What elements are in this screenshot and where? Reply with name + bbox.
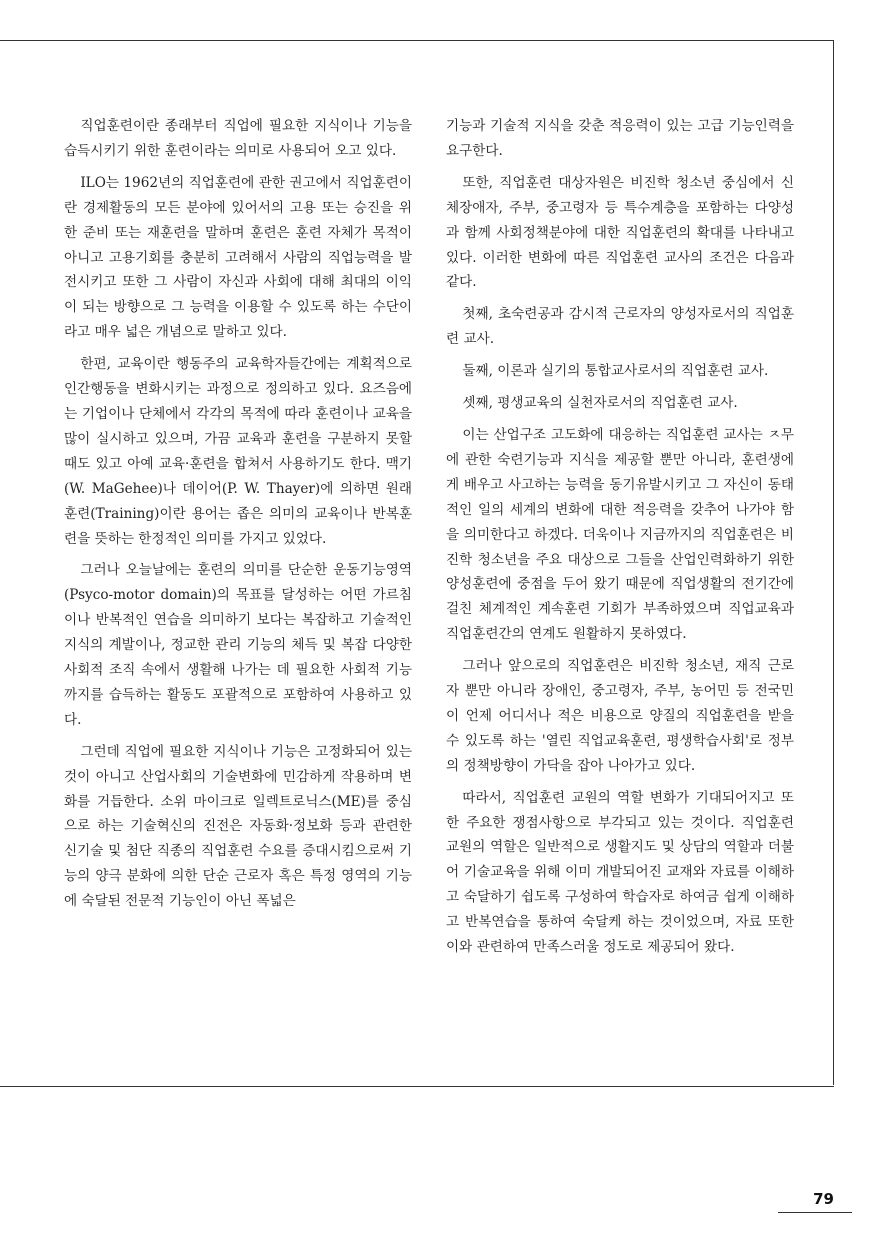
top-border-rule [0, 40, 834, 41]
page-number: 79 [813, 1190, 834, 1208]
paragraph: 이는 산업구조 고도화에 대응하는 직업훈련 교사는 ㅈ무에 관한 숙련기능과 지식을 제공할 뿐만 아니라, 훈련생에게 배우고 사고하는 능력을 동기유발시키고 그 자신이 동태적인 일의 세계의 변화에 대한 적응력을 갖추어 나가야 함을 의미한다고 하겠다. 더욱이나 지금까지의 직업훈련은 비진학 청소년을 주요 대상으로 그들을 산업인력화하기 위한 양성훈련에 중점을 두어 왔기 때문에 직업생활의 전기간에 걸친 체계적인 계속훈련 기회가 부족하였으며 직업교육과 직업훈련간의 연계도 원활하지 못하였다. [446, 426, 794, 643]
paragraph: 셋째, 평생교육의 실천자로서의 직업훈련 교사. [462, 395, 738, 412]
paragraph: 또한, 직업훈련 대상자원은 비진학 청소년 중심에서 신체장애자, 주부, 중고령자 등 특수계층을 포함하는 다양성과 함께 사회정책분야에 대한 직업훈련의 확대를 나타내고 있다. 이러한 변화에 따른 직업훈련 교사의 조건은 다음과 같다. [446, 174, 794, 291]
page-number-underline [778, 1212, 852, 1213]
bottom-border-rule [0, 1086, 834, 1087]
paragraph: ILO는 1962년의 직업훈련에 관한 권고에서 직업훈련이란 경제활동의 모든 분야에 있어서의 고용 또는 승진을 위한 준비 또는 재훈련을 말하며 훈련은 훈련 자체가 목적이 아니고 고용기회를 충분히 고려해서 사람의 직업능력을 발전시키고 또한 그 사람이 자신과 사회에 대해 최대의 이익이 되는 방향으로 그 능력을 이용할 수 있도록 하는 수단이라고 매우 넓은 개념으로 말하고 있다. [64, 174, 412, 341]
paragraph: 그러나 오늘날에는 훈련의 의미를 단순한 운동기능영역(Psyco-motor domain)의 목표를 달성하는 어떤 가르침이나 반복적인 연습을 의미하기 보다는 복잡하고 기술적인 지식의 계발이나, 정교한 관리 기능의 체득 및 복잡 다양한 사회적 조직 속에서 생활해 나가는 데 필요한 사회적 기능까지를 습득하는 활동도 포괄적으로 포함하여 사용하고 있다. [64, 562, 412, 728]
paragraph: 그러나 앞으로의 직업훈련은 비진학 청소년, 재직 근로자 뿐만 아니라 장애인, 중고령자, 주부, 농어민 등 전국민이 언제 어디서나 적은 비용으로 양질의 직업훈련을 받을 수 있도록 하는 '열린 직업교육훈련, 평생학습사회'로 정부의 정책방향이 가닥을 잡아 나아가고 있다. [446, 658, 794, 774]
paragraph-continuation: 기능과 기술적 지식을 갖춘 적응력이 있는 고급 기능인력을 요구한다. [446, 118, 794, 159]
paragraph: 그런데 직업에 필요한 지식이나 기능은 고정화되어 있는 것이 아니고 산업사회의 기술변화에 민감하게 작용하며 변화를 거듭한다. 소위 마이크로 일렉트로닉스(ME)를 중심으로 하는 기술혁신의 진전은 자동화·정보화 등과 관련한 신기술 및 첨단 직종의 직업훈련 수요를 증대시킴으로써 기능의 양극 분화에 의한 단순 근로자 혹은 특정 영역의 기능에 숙달된 전문적 기능인이 아닌 폭넓은 [64, 743, 412, 910]
paragraph: 첫째, 초숙련공과 감시적 근로자의 양성자로서의 직업훈련 교사. [446, 306, 794, 348]
paragraph: 둘째, 이론과 실기의 통합교사로서의 직업훈련 교사. [462, 363, 769, 380]
paragraph: 직업훈련이란 종래부터 직업에 필요한 지식이나 기능을 습득시키기 위한 훈련이라는 의미로 사용되어 오고 있다. [64, 118, 412, 159]
paragraph: 한편, 교육이란 행동주의 교육학자들간에는 계획적으로 인간행동을 변화시키는 과정으로 정의하고 있다. 요즈음에는 기업이나 단체에서 각각의 목적에 따라 훈련이나 교육을 많이 실시하고 있으며, 가끔 교육과 훈련을 구분하지 못할 때도 있고 아예 교육·훈련을 합쳐서 사용하기도 한다. 맥기(W. MaGehee)나 데이어(P. W. Thayer)에 의하면 원래 훈련(Training)이란 용어는 좁은 의미의 교육이나 반복훈련을 뜻하는 한정적인 의미를 가지고 있었다. [64, 356, 412, 547]
right-text-column [446, 114, 794, 967]
left-text-column [64, 114, 412, 921]
paragraph: 따라서, 직업훈련 교원의 역할 변화가 기대되어지고 또한 주요한 쟁점사항으로 부각되고 있는 것이다. 직업훈련 교원의 역할은 일반적으로 생활지도 및 상담의 역할과 더불어 기술교육을 위해 이미 개발되어진 교재와 자료를 이해하고 숙달하기 쉽도록 구성하여 학습자로 하여금 쉽게 이해하고 반복연습을 통하여 숙달케 하는 것이었으며, 자료 또한 이와 관련하여 만족스러울 정도로 제공되어 왔다. [446, 789, 794, 956]
right-border-rule [833, 40, 834, 1085]
